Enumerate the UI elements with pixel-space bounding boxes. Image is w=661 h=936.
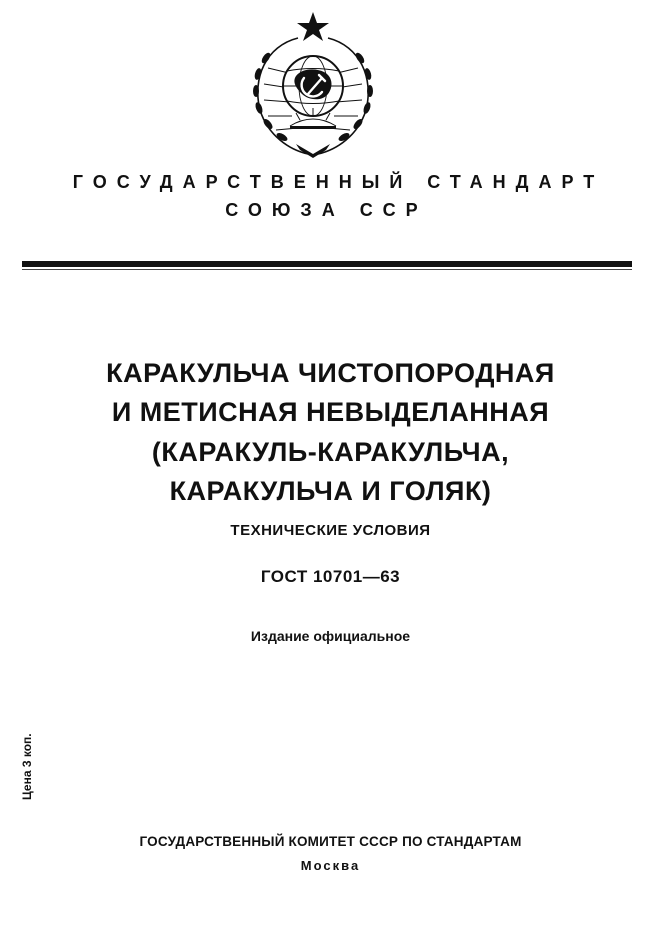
document-title-line-4: КАРАКУЛЬЧА И ГОЛЯК): [169, 476, 492, 506]
gost-number: ГОСТ 10701—63: [260, 567, 401, 586]
header-divider: [22, 261, 632, 267]
price-label: Цена 3 коп.: [20, 733, 34, 800]
ussr-state-emblem-icon: [238, 8, 388, 158]
document-title-line-3: (КАРАКУЛЬ-КАРАКУЛЬЧА,: [151, 437, 510, 467]
document-subtitle: ТЕХНИЧЕСКИЕ УСЛОВИЯ: [230, 522, 431, 539]
header-union-title: СОЮЗА ССР: [225, 200, 428, 220]
document-title-line-1: КАРАКУЛЬЧА ЧИСТОПОРОДНАЯ: [106, 358, 555, 388]
header-divider-thin: [22, 269, 632, 270]
header-standard-title: ГОСУДАРСТВЕННЫЙ СТАНДАРТ: [72, 172, 605, 192]
document-title-line-2: И МЕТИСНАЯ НЕВЫДЕЛАННАЯ: [111, 397, 550, 427]
publisher: ГОСУДАРСТВЕННЫЙ КОМИТЕТ СССР ПО СТАНДАРТАМ: [139, 834, 522, 849]
publisher-city: Москва: [300, 858, 361, 873]
edition-note: Издание официальное: [250, 628, 411, 644]
